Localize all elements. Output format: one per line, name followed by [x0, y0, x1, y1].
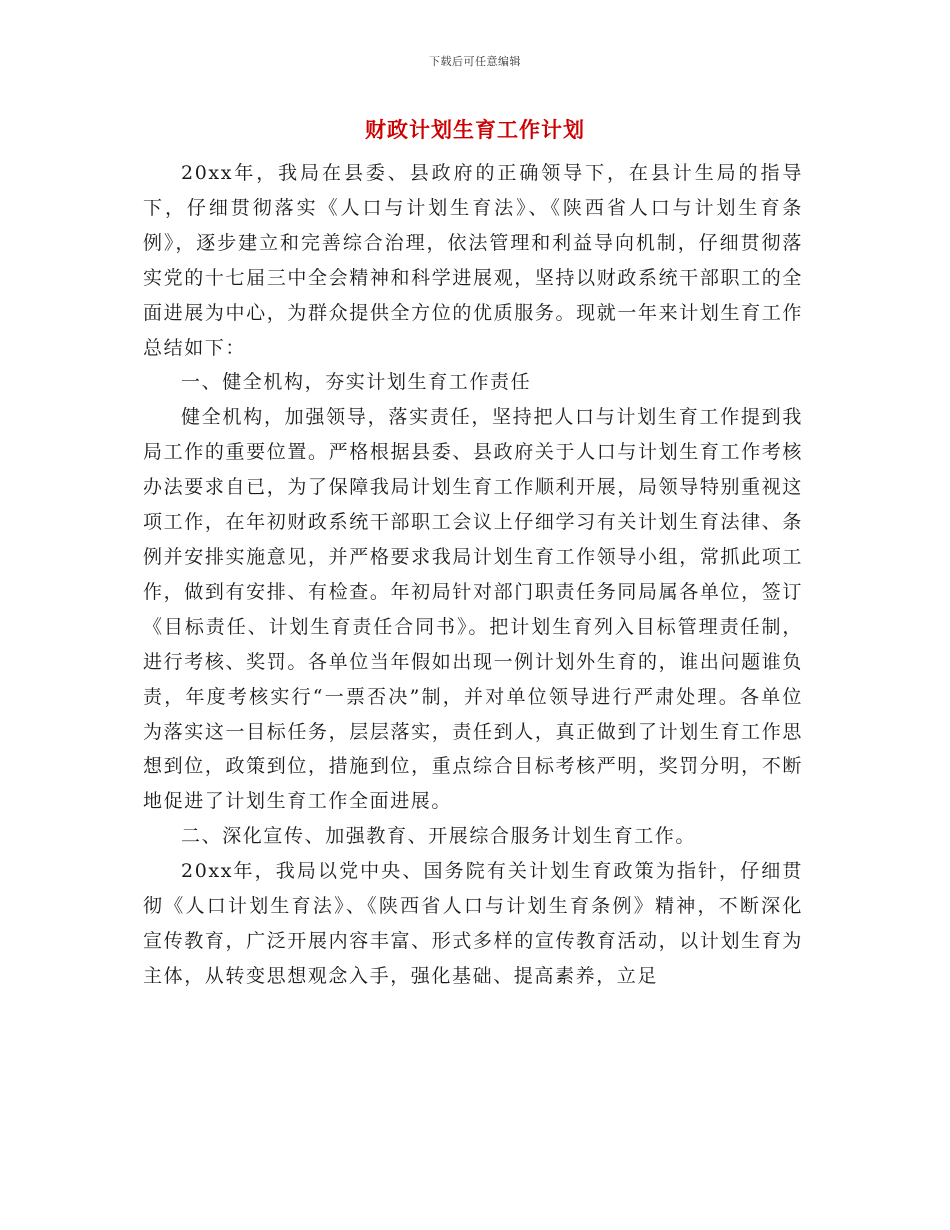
section-heading-1: 一、健全机构，夯实计划生育工作责任: [181, 371, 532, 394]
document-body: [143, 156, 803, 994]
paragraph-section-2: 20xx年，我局以党中央、国务院有关计划生育政策为指针，仔细贯彻《人口计划生育法》、《陕西省人口与计划生育条例》精神，不断深化宣传教育，广泛开展内容丰富、形式多样的宣传教育活动，以计划生育为主体，从转变思想观念入手，强化基础、提高素养，立足: [143, 860, 803, 987]
document-title: 财政计划生育工作计划: [365, 117, 585, 142]
header-note: 下载后可任意编辑: [429, 55, 521, 68]
paragraph-intro: 20xx年，我局在县委、县政府的正确领导下，在县计生局的指导下，仔细贯彻落实《人口与计划生育法》、《陕西省人口与计划生育条例》，逐步建立和完善综合治理，依法管理和利益导向机制，仔细贯彻落实党的十七届三中全会精神和科学进展观，坚持以财政系统干部职工的全面进展为中心，为群众提供全方位的优质服务。现就一年来计划生育工作总结如下：: [143, 162, 803, 359]
section-heading-2: 二、深化宣传、加强教育、开展综合服务计划生育工作。: [181, 825, 697, 848]
paragraph-section-1: 健全机构，加强领导，落实责任，坚持把人口与计划生育工作提到我局工作的重要位置。严格根据县委、县政府关于人口与计划生育工作考核办法要求自已，为了保障我局计划生育工作顺利开展，局领导特别重视这项工作，在年初财政系统干部职工会议上仔细学习有关计划生育法律、条例并安排实施意见，并严格要求我局计划生育工作领导小组，常抓此项工作，做到有安排、有检查。年初局针对部门职责任务同局属各单位，签订《目标责任、计划生育责任合同书》。把计划生育列入目标管理责任制，进行考核、奖罚。各单位当年假如出现一例计划外生育的，谁出问题谁负责，年度考核实行“一票否决”制，并对单位领导进行严肃处理。各单位为落实这一目标任务，层层落实，责任到人，真正做到了计划生育工作思想到位，政策到位，措施到位，重点综合目标考核严明，奖罚分明，不断地促进了计划生育工作全面进展。: [143, 406, 803, 813]
